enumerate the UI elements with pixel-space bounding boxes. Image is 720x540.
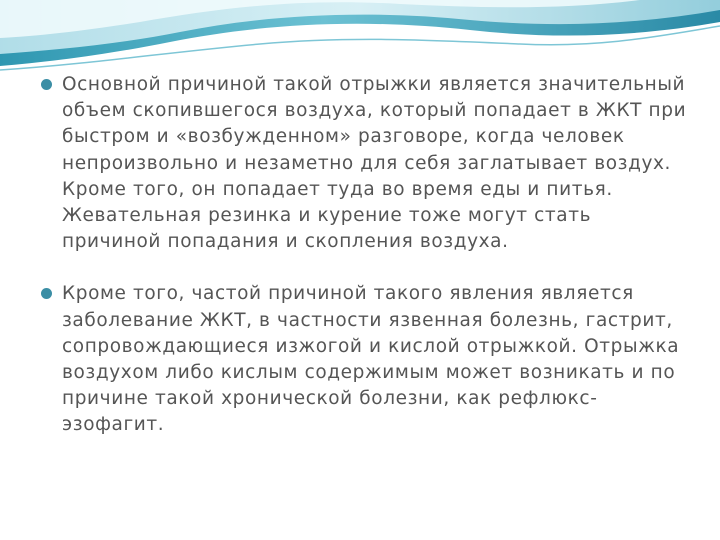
bullet-marker — [41, 288, 52, 299]
bullet-text: Кроме того, частой причиной такого явления является заболевание ЖКТ, в частности язвенная болезнь, гастрит, сопровождающиеся изжогой и кислой отрыжкой. Отрыжка воздухом либо кислым содержимым может возникать и по причине такой хронической болезни, как рефлюкс-эзофагит. — [62, 283, 680, 436]
wave-header-decoration — [0, 0, 720, 80]
bullet-marker — [41, 79, 52, 90]
bullet-item — [38, 281, 688, 438]
text-content — [38, 72, 688, 439]
bullet-text: Основной причиной такой отрыжки является значительный объем скопившегося воздуха, который попадает в ЖКТ при быстром и «возбужденном» разговоре, когда человек непроизвольно и незаметно для себя заглатывает воздух. Кроме того, он попадает туда во время еды и питья. Жевательная резинка и курение тоже могут стать причиной попадания и скопления воздуха. — [62, 74, 687, 253]
bullet-item — [38, 72, 688, 255]
